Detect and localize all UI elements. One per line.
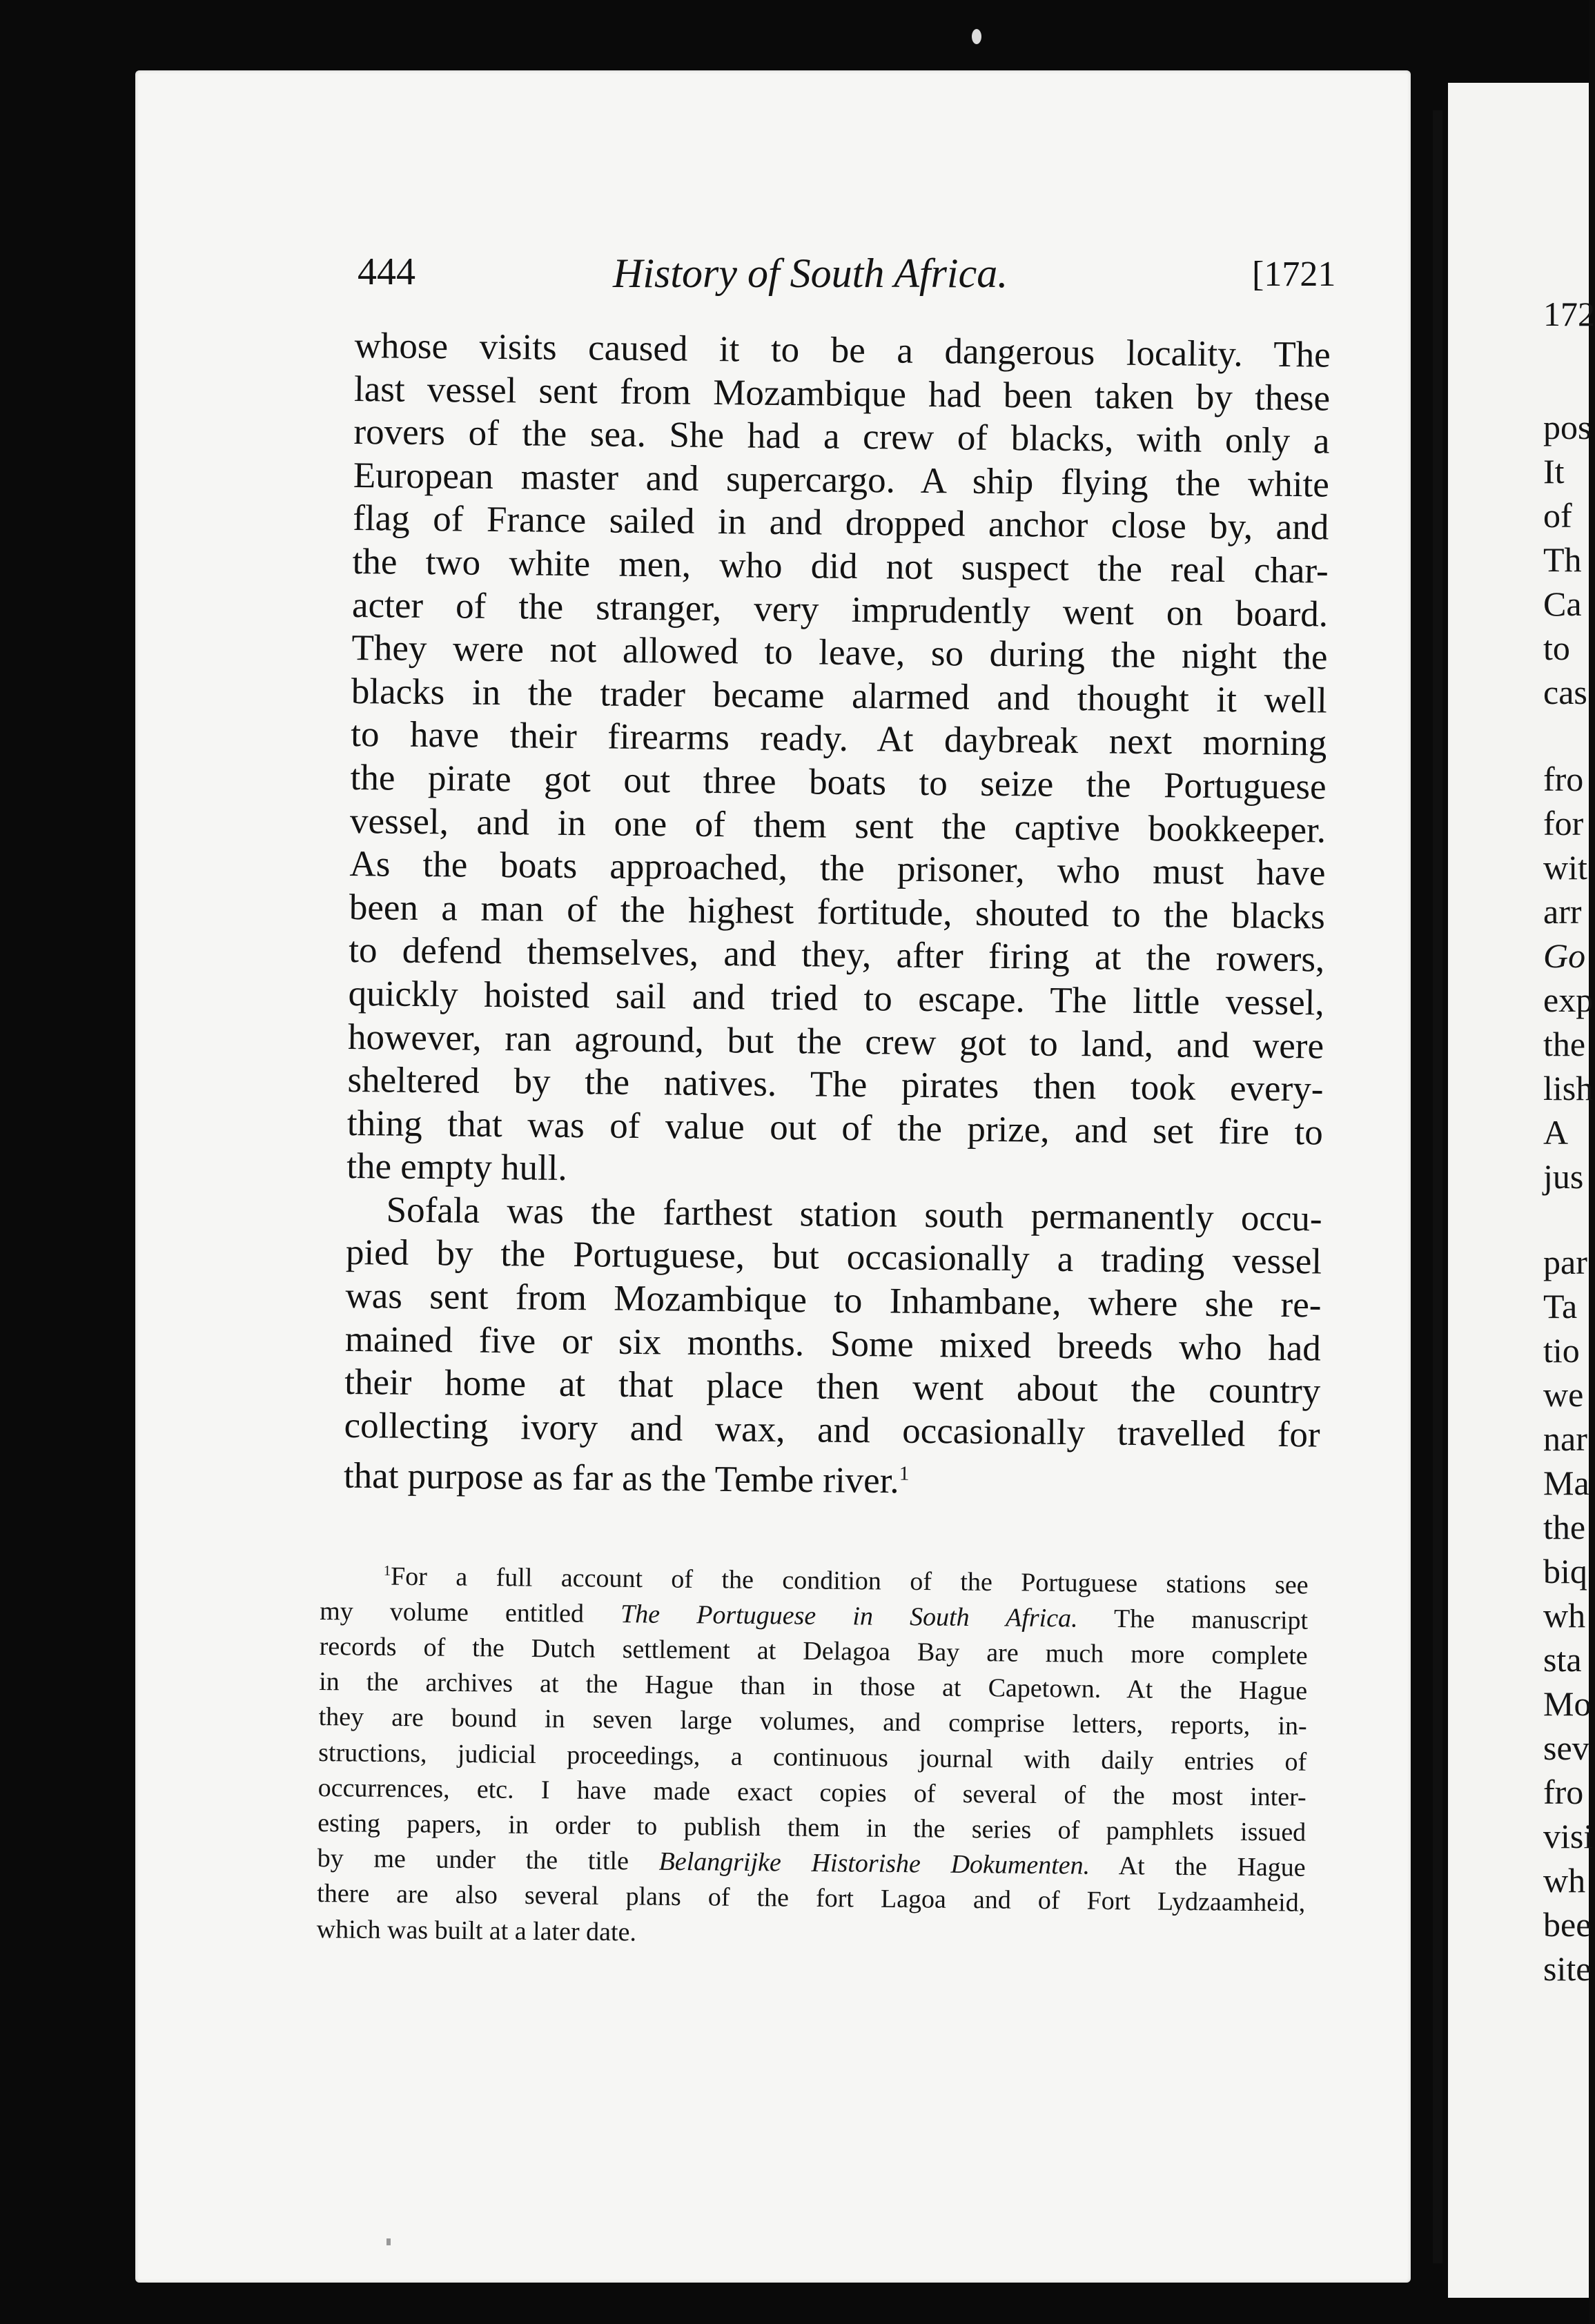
facing-page-fragment: arr [1543,892,1582,931]
page-number: 444 [358,250,415,293]
text-line: European master and supercargo. A ship flying the white [353,455,1330,505]
footnote-text: The manuscript [1077,1604,1309,1635]
text-line: mained five or six months. Some mixed breeds who had [344,1319,1322,1369]
facing-page-fragment: for [1543,804,1584,843]
footnote-line: which was built at a later date. [316,1914,637,1947]
text-line: to defend themselves, and they, after firing at the rowers, [349,930,1325,980]
facing-page-fragment: bee [1543,1905,1592,1944]
facing-page-fragment: Ta [1543,1287,1578,1326]
text-line: Sofala was the farthest station south permanently occu- [386,1190,1322,1239]
footnote-mark: 1 [383,1562,391,1579]
text-line: their home at that place then went about the country [344,1362,1321,1412]
text-line: been a man of the highest fortitude, shouted to the blacks [349,887,1326,937]
facing-page-fragment: Ca [1543,584,1582,623]
facing-page-fragment: biq [1543,1552,1587,1591]
book-gutter [1433,110,1442,2263]
facing-page-fragment: the [1543,1508,1586,1546]
facing-page-fragment: the [1543,1025,1586,1063]
facing-page-header-fragment: 172 [1543,295,1595,333]
text-line: acter of the stranger, very imprudently went on board. [351,584,1329,635]
scan-speck [972,29,981,44]
running-header [358,250,1338,305]
facing-page-fragment: par [1543,1243,1587,1281]
facing-page-fragment: exp [1543,981,1594,1019]
footnote-line: esting papers, in order to publish them in the series of pamphlets issued [317,1809,1307,1847]
text-line: pied by the Portuguese, but occasionally a trading vessel [345,1232,1322,1282]
text-line: rovers of the sea. She had a crew of blacks, with only a [353,412,1330,462]
facing-page-fragment: Th [1543,540,1582,579]
footnote-line: there are also several plans of the fort Lagoa and of Fort Lydzaamheid, [317,1879,1306,1918]
text-line: flag of France sailed in and dropped anchor close by, and [353,498,1329,548]
facing-page-fragment: tio [1543,1331,1580,1370]
facing-page-fragment: It [1543,452,1565,491]
book-title-italic: The Portuguese in South Africa. [620,1599,1078,1633]
facing-page-fragment: Mo [1543,1684,1592,1723]
facing-page-fragment: nar [1543,1419,1587,1458]
footnote-text: At the Hague [1089,1851,1306,1883]
footnote [317,1553,1309,1957]
footnote-line: occurrences, etc. I have made exact copies of several of the most inter- [317,1773,1307,1812]
text-line: however, ran aground, but the crew got to land, and were [347,1016,1324,1067]
facing-page-fragment: fro [1543,760,1584,798]
text-line: collecting ivory and wax, and occasionally travelled for [344,1405,1320,1455]
scan-speck [386,2238,391,2245]
facing-page-fragment: cas [1543,673,1587,711]
text-line: As the boats approached, the prisoner, who must have [349,844,1326,894]
footnote-text: by me under the title [317,1844,659,1877]
text-line: blacks in the trader became alarmed and thought it well [351,671,1328,721]
text-line: thing that was of value out of the prize, and set fire to [346,1103,1324,1153]
footnote-reference: 1 [899,1463,910,1486]
facing-page-fragment: visi [1543,1817,1594,1855]
text-line: sheltered by the natives. The pirates then took every- [347,1060,1324,1110]
text-line: They were not allowed to leave, so during the night the [351,628,1328,678]
facing-page-fragment: sta [1543,1640,1582,1679]
footnote-line: records of the Dutch settlement at Delagoa Bay are much more complete [319,1632,1308,1671]
facing-page-fragment: of [1543,496,1572,535]
footnote-line: they are bound in seven large volumes, and comprise letters, reports, in- [318,1702,1307,1742]
footnote-line: in the archives at the Hague than in those at Capetown. At the Hague [319,1667,1308,1706]
book-title-italic: Belangrijke Historishe Dokumenten. [658,1847,1090,1881]
facing-page-fragment: jus [1543,1157,1584,1196]
facing-page-fragment: wh [1543,1596,1586,1635]
text-line: the two white men, who did not suspect the real char- [352,541,1329,591]
facing-page-fragment: wh [1543,1861,1586,1900]
text-line: whose visits caused it to be a dangerous locality. The [354,325,1331,375]
running-title: History of South Africa. [613,250,1008,296]
footnote-text: my volume entitled [319,1596,621,1629]
facing-page-fragment: we [1543,1375,1584,1414]
facing-page-fragment: to [1543,629,1570,667]
text-line: that purpose as far as the Tembe river. [343,1456,899,1501]
body-text [344,324,1331,1507]
text-line: was sent from Mozambique to Inhambane, where she re- [345,1275,1322,1326]
footnote-line: structions, judicial proceedings, a continuous journal with daily entries of [318,1737,1307,1777]
facing-page-fragment: Go [1543,936,1586,975]
text-line: vessel, and in one of them sent the captive bookkeeper. [349,800,1327,851]
text-line: quickly hoisted sail and tried to escape. The little vessel, [348,973,1324,1023]
facing-page-fragment: A [1543,1113,1569,1152]
running-year: [1721 [1252,255,1336,294]
facing-page [1448,83,1595,2298]
text-line: to have their firearms ready. At daybreak next morning [351,714,1327,764]
facing-page-fragment: pos [1543,408,1592,446]
facing-page-fragment: site [1543,1949,1592,1988]
facing-page-fragment: Ma [1543,1464,1589,1502]
facing-page-fragment: sev [1543,1729,1589,1767]
text-line: the empty hull. [346,1146,567,1189]
facing-page-fragment: fro [1543,1773,1584,1811]
facing-page-fragment: lish [1543,1069,1594,1107]
footnote-text: For a full account of the condition of the Portuguese stations see [390,1562,1309,1600]
text-line-with-footnote-ref [344,1447,1320,1507]
facing-page-fragment: wit [1543,848,1587,887]
text-line: the pirate got out three boats to seize the Portuguese [350,757,1327,807]
text-line: last vessel sent from Mozambique had been taken by these [353,368,1331,419]
